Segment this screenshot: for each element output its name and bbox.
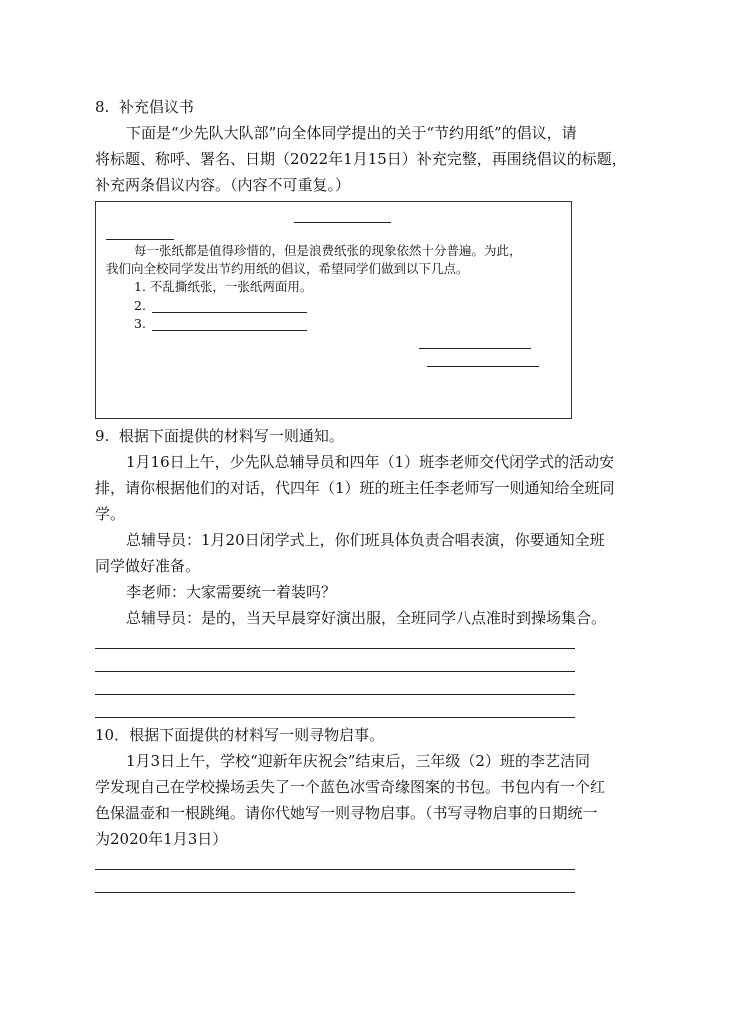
q9-answer-line[interactable] xyxy=(95,717,575,718)
salutation-blank[interactable] xyxy=(106,239,174,240)
proposal-box xyxy=(95,201,572,419)
q9-answer-line[interactable] xyxy=(95,671,575,672)
q8-body-line-3: 补充两条倡议内容。（内容不可重复。） xyxy=(95,176,351,194)
q9-body-line-1: 1月16日上午，少先队总辅导员和四年（1）班李老师交代闭学式的活动安 xyxy=(126,453,615,471)
q9-dialog-line-4: 总辅导员：是的，当天早晨穿好演出服，全班同学八点准时到操场集合。 xyxy=(126,609,607,627)
q10-heading: 10．根据下面提供的材料写一则寻物启事。 xyxy=(95,726,385,744)
date-blank[interactable] xyxy=(427,366,539,367)
q9-heading: 9. 根据下面提供的材料写一则通知。 xyxy=(95,427,344,445)
title-blank[interactable] xyxy=(294,222,391,223)
proposal-item-2-number: 2. xyxy=(134,298,146,313)
q10-answer-line[interactable] xyxy=(95,892,575,893)
q9-body-line-3: 学。 xyxy=(95,505,126,523)
q9-body-line-2: 排，请你根据他们的对话，代四年（1）班的班主任李老师写一则通知给全班同 xyxy=(95,479,615,497)
q8-body-line-1: 下面是“少先队大队部”向全体同学提出的关于“节约用纸”的倡议，请 xyxy=(126,124,577,142)
q10-body-line-3: 色保温壶和一根跳绳。请你代她写一则寻物启事。（书写寻物启事的日期统一 xyxy=(95,804,598,822)
q10-body-line-4: 为2020年1月3日） xyxy=(95,830,228,848)
q10-answer-line[interactable] xyxy=(95,869,575,870)
q9-dialog-line-3: 李老师：大家需要统一着装吗？ xyxy=(126,583,337,601)
proposal-text-line-2: 我们向全校同学发出节约用纸的倡议，希望同学们做到以下几点。 xyxy=(106,261,469,276)
signature-blank[interactable] xyxy=(419,348,531,349)
q9-dialog-line-2: 同学做好准备。 xyxy=(95,557,201,575)
proposal-text-line-1: 每一张纸都是值得珍惜的，但是浪费纸张的现象依然十分普遍。为此， xyxy=(134,243,522,258)
q8-body-line-2: 将标题、称呼、署名、日期（2022年1月15日）补充完整，再围绕倡议的标题， xyxy=(95,150,627,168)
proposal-item-3-number: 3. xyxy=(134,316,146,331)
q9-dialog-line-1: 总辅导员：1月20日闭学式上，你们班具体负责合唱表演，你要通知全班 xyxy=(126,531,605,549)
q8-heading: 8. 补充倡议书 xyxy=(95,98,194,116)
proposal-item-3-blank[interactable] xyxy=(152,330,307,331)
proposal-item-1: 1. 不乱撕纸张，一张纸两面用。 xyxy=(134,279,313,294)
q10-body-line-2: 学发现自己在学校操场丢失了一个蓝色冰雪奇缘图案的书包。书包内有一个红 xyxy=(95,778,606,796)
proposal-item-2-blank[interactable] xyxy=(152,312,307,313)
q9-answer-line[interactable] xyxy=(95,648,575,649)
q9-answer-line[interactable] xyxy=(95,694,575,695)
q10-body-line-1: 1月3日上午，学校“迎新年庆祝会”结束后，三年级（2）班的李艺洁同 xyxy=(126,752,590,770)
